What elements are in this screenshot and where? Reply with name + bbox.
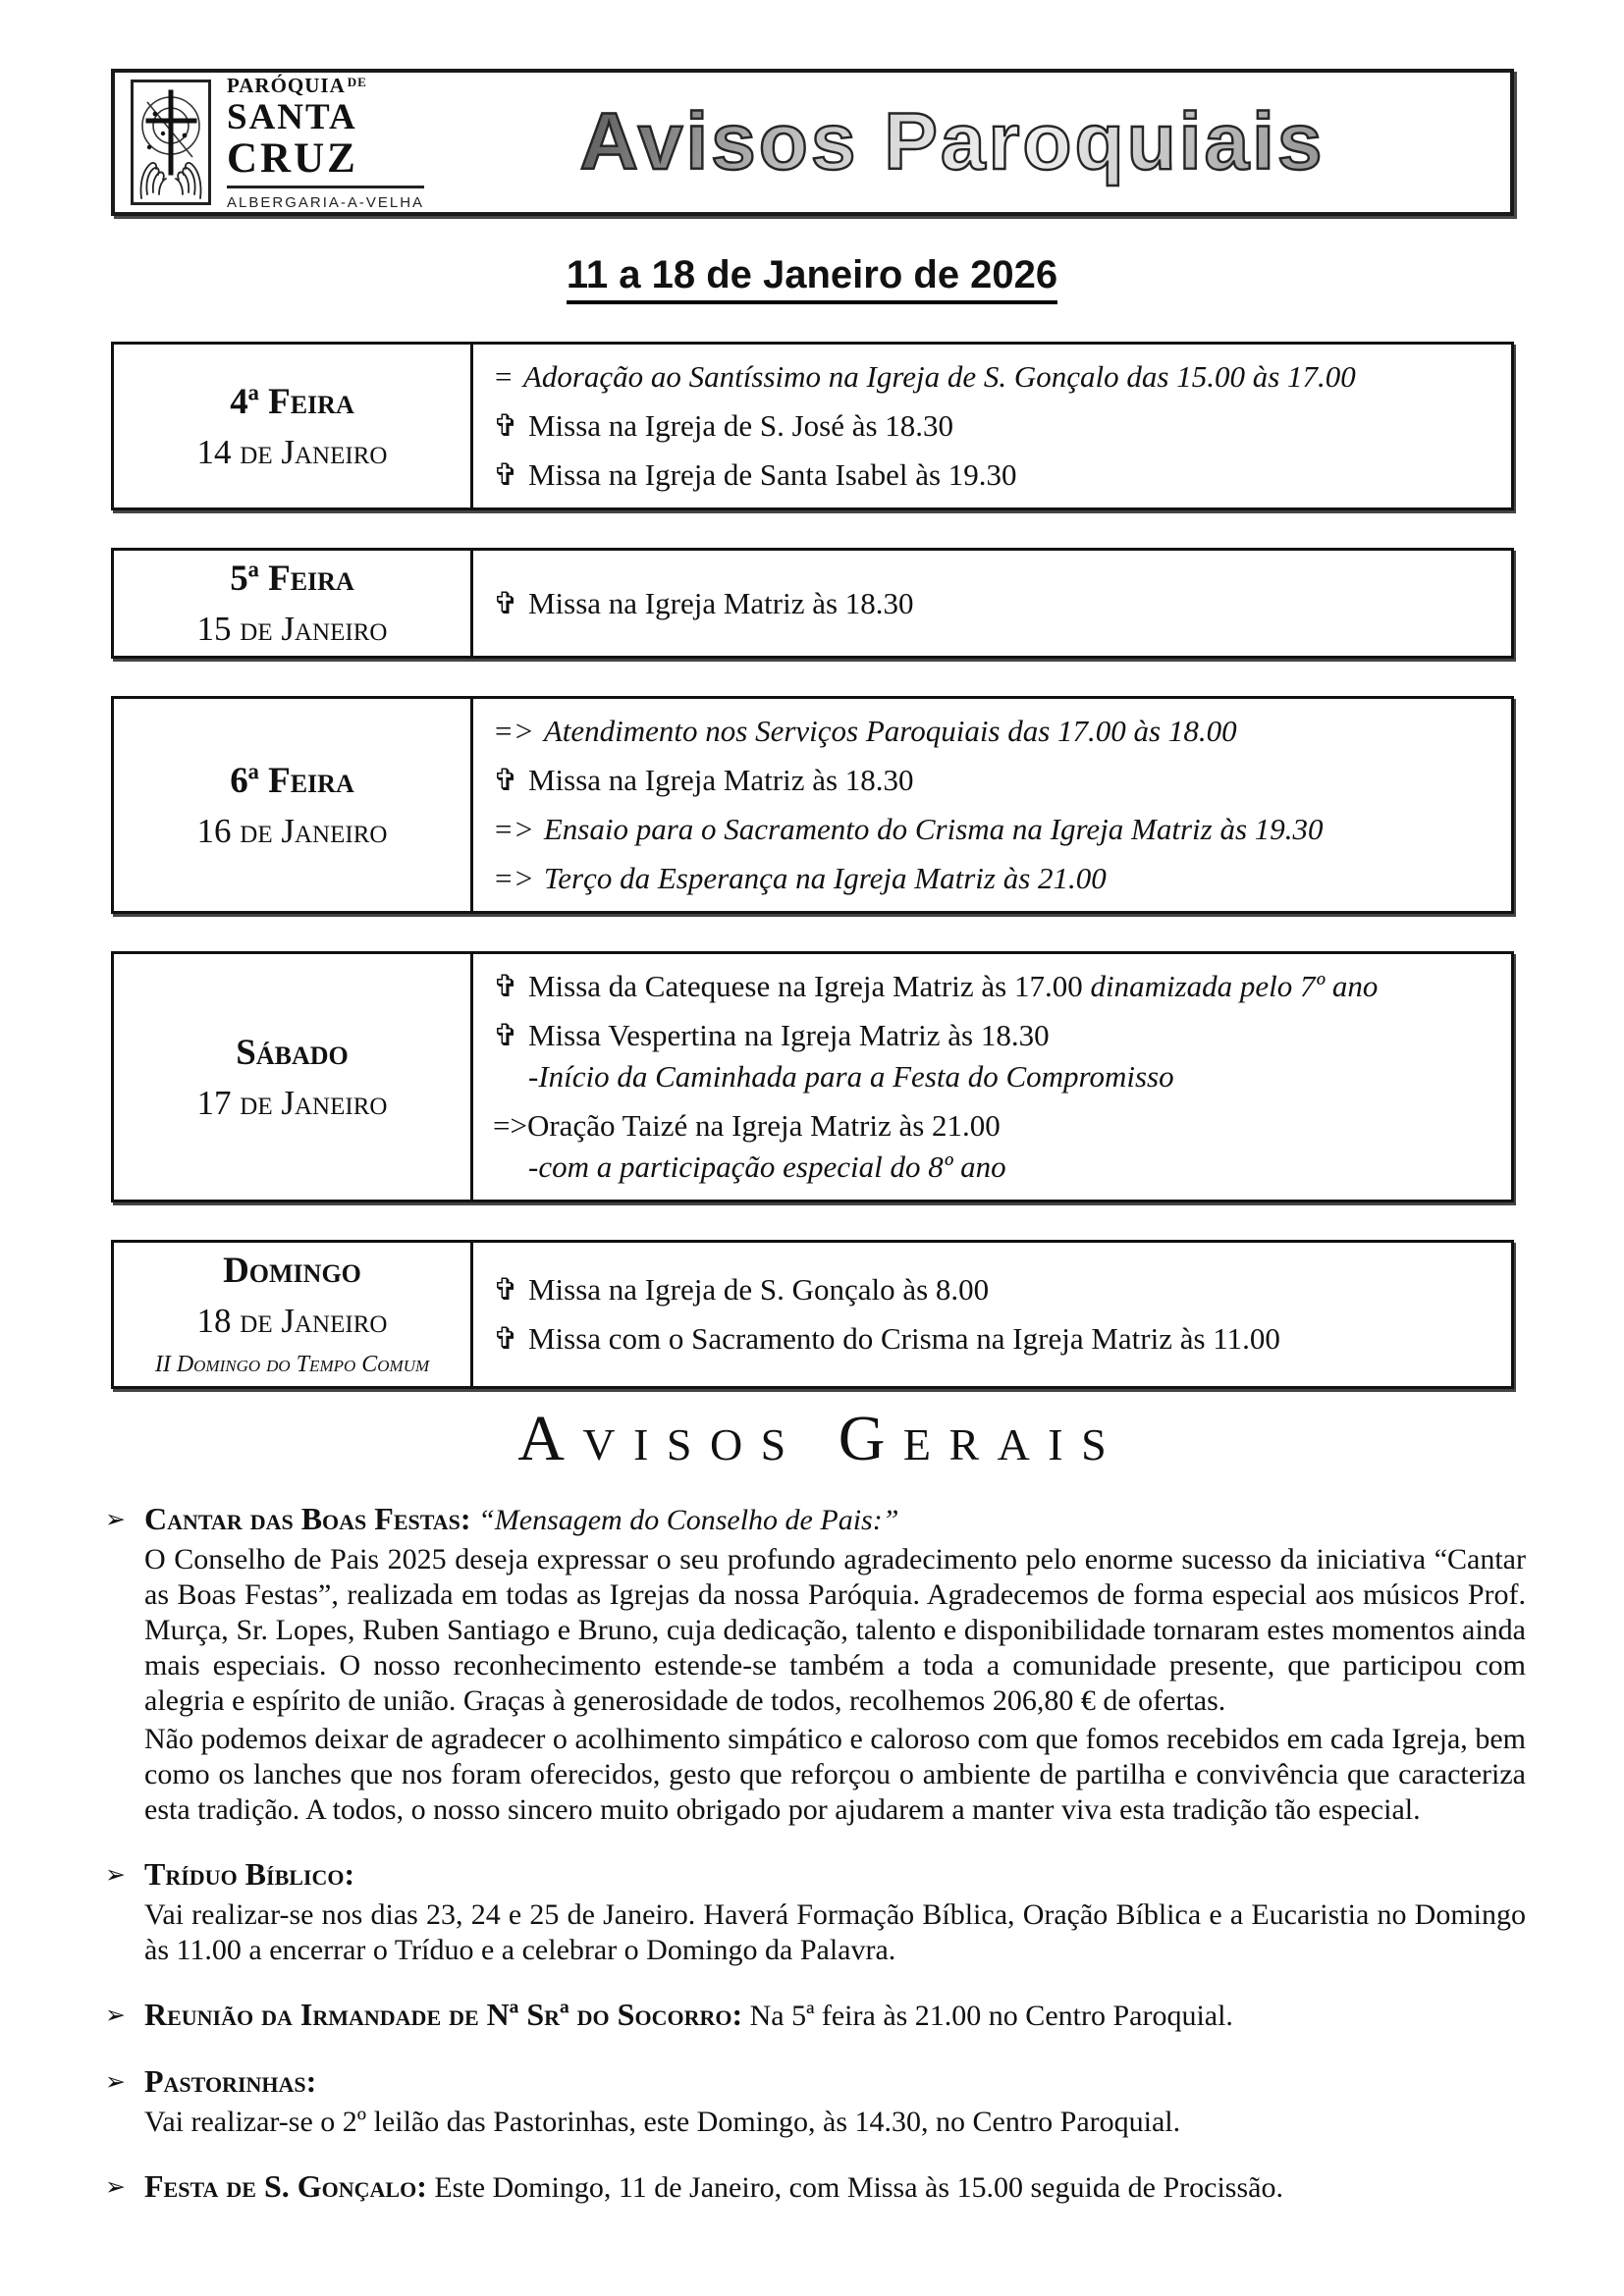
cross-icon: ✞ (493, 408, 518, 444)
item-text: Missa da Catequese na Igreja Matriz às 17.00 (527, 969, 1091, 1003)
item-text: Missa na Igreja Matriz às 18.30 (527, 763, 914, 797)
schedule-table (111, 548, 1514, 659)
notice-item (0, 1500, 1624, 1828)
schedule-items-cell (473, 699, 1511, 911)
date-label: 14 de Janeiro (196, 432, 388, 471)
schedule-item (493, 713, 1497, 750)
cross-icon: ✞ (493, 969, 518, 1004)
schedule-item (493, 407, 1497, 445)
schedule-item (493, 1320, 1497, 1358)
day-label: Sábado (236, 1032, 349, 1073)
item-text: Adoração ao Santíssimo na Igreja de S. Gonçalo das 15.00 às 17.00 (522, 359, 1356, 394)
parish-locality: ALBERGARIA-A-VELHA (227, 193, 425, 211)
schedule-day-cell (114, 954, 473, 1200)
arrow-marker: = (493, 359, 514, 394)
notice-heading-line (144, 1855, 1526, 1895)
parish-emblem-icon (131, 80, 211, 205)
cross-icon: ✞ (493, 585, 518, 621)
parish-name (227, 73, 425, 211)
item-text: Missa na Igreja de S. Gonçalo às 8.00 (527, 1272, 990, 1307)
date-label: 16 de Janeiro (196, 811, 388, 850)
schedule-day-cell (114, 345, 473, 507)
schedule-item (493, 1271, 1497, 1308)
notice-heading-tail: Este Domingo, 11 de Janeiro, com Missa às 15.00 seguida de Procissão. (426, 2171, 1283, 2205)
notice-heading-line (144, 1996, 1526, 2035)
day-label: 6ª Feira (230, 760, 354, 801)
notice-item (0, 2062, 1624, 2140)
schedule-item (493, 811, 1497, 848)
parish-logo (115, 73, 425, 211)
arrowhead-bullet-icon: ➢ (105, 2172, 126, 2202)
date-label: 15 de Janeiro (196, 610, 388, 648)
schedule-items-cell (473, 551, 1511, 656)
date-label: 18 de Janeiro (196, 1302, 388, 1340)
item-text: Atendimento nos Serviços Paroquiais das 17.00 às 18.00 (543, 714, 1237, 748)
arrowhead-bullet-icon: ➢ (105, 2067, 126, 2097)
schedule-item (493, 968, 1497, 1005)
schedule-items-cell (473, 954, 1511, 1200)
day-label: 5ª Feira (230, 559, 354, 599)
arrow-marker: => (493, 714, 534, 748)
page-title: Avisos Paroquiais (424, 96, 1510, 188)
item-text: -com a participação especial do 8º ano (528, 1149, 1006, 1184)
notice-heading-line (144, 2167, 1526, 2207)
parish-name-top: PARÓQUIA $^{DE}$ (227, 73, 367, 97)
header (111, 69, 1514, 216)
schedule-table (111, 1240, 1514, 1389)
item-text: Missa na Igreja de S. José às 18.30 (527, 408, 954, 443)
schedule-item (493, 585, 1497, 622)
notice-body (144, 2167, 1526, 2207)
item-text: Missa na Igreja de Santa Isabel às 19.30 (527, 457, 1017, 492)
day-label: 4ª Feira (230, 381, 354, 422)
item-text: dinamizada pelo 7º ano (1090, 969, 1379, 1003)
notice-paragraph: Vai realizar-se nos dias 23, 24 e 25 de Janeiro. Haverá Formação Bíblica, Oração Bíblica e a Eucaristia no Domingo às 11.00 a encerrar o Tríduo e a celebrar o Domingo da Palavra. (144, 1898, 1526, 1967)
cross-icon: ✞ (493, 457, 518, 493)
schedule-day-cell (114, 699, 473, 911)
notice-title: Festa de S. Gonçalo: (144, 2168, 427, 2205)
notice-body (144, 1855, 1526, 1968)
notice-paragraph: O Conselho de Pais 2025 deseja expressar o seu profundo agradecimento pelo enorme sucesso da iniciativa “Cantar as Boas Festas”, realizada em todas as Igrejas da nossa Paróquia. Agradecemos de forma especial aos músicos Prof. Murça, Sr. Lopes, Ruben Santiago e Bruno, cuja dedicação, talento e disponibilidade tornaram estes momentos ainda mais especiais. O nosso reconhecimento estende-se também a toda a comunidade presente, que participou com alegria e espírito de união. Graças à generosidade de todos, recolhemos 206,80 € de ofertas. (144, 1543, 1526, 1718)
parish-name-santa: SANTA (227, 96, 357, 137)
arrowhead-bullet-icon: ➢ (105, 2001, 126, 2030)
notice-title: Reunião da Irmandade de Nª Srª do Socorro: (144, 1997, 743, 2033)
schedule-item (528, 1148, 1497, 1186)
date-range-heading: 11 a 18 de Janeiro de 2026 (567, 253, 1057, 304)
liturgical-note: II Domingo do Tempo Comum (154, 1352, 430, 1377)
schedule-table (111, 951, 1514, 1202)
notice-item (0, 2167, 1624, 2207)
notice-body (144, 2062, 1526, 2140)
cross-icon: ✞ (493, 1272, 518, 1308)
item-text: Missa na Igreja Matriz às 18.30 (527, 585, 914, 620)
schedule-item (493, 860, 1497, 897)
schedule-day-cell (114, 551, 473, 656)
schedule-item (493, 1107, 1497, 1145)
day-label: Domingo (223, 1251, 361, 1291)
schedule-item (528, 1058, 1497, 1095)
arrow-marker: => (493, 1108, 527, 1143)
item-text: -Início da Caminhada para a Festa do Compromisso (528, 1059, 1174, 1094)
item-text: Oração Taizé na Igreja Matriz às 21.00 (526, 1108, 1001, 1143)
notice-item (0, 1855, 1624, 1968)
notice-heading-line (144, 2062, 1526, 2102)
notice-paragraph: Não podemos deixar de agradecer o acolhimento simpático e caloroso com que fomos recebidos em cada Igreja, bem como os lanches que nos foram oferecidos, gesto que reforçou o ambiente de partilha e convivência que caracteriza esta tradição. A todos, o nosso sincero muito obrigado por ajudarem a manter viva esta tradição tão especial. (144, 1723, 1526, 1827)
cross-icon: ✞ (493, 1018, 518, 1053)
parish-name-cruz: CRUZ (227, 137, 424, 188)
cross-icon: ✞ (493, 763, 518, 798)
notice-title: Tríduo Bíblico: (144, 1856, 355, 1893)
general-notices-heading: Avisos Gerais (517, 1403, 1125, 1474)
notice-paragraph: Vai realizar-se o 2º leilão das Pastorinhas, este Domingo, às 14.30, no Centro Paroquial. (144, 2106, 1181, 2139)
schedule-tables (0, 342, 1624, 1389)
arrowhead-bullet-icon: ➢ (105, 1860, 126, 1890)
schedule-items-cell (473, 345, 1511, 507)
notice-item (0, 1996, 1624, 2035)
arrow-marker: => (493, 861, 534, 895)
cross-icon: ✞ (493, 1321, 518, 1357)
schedule-day-cell (114, 1243, 473, 1386)
schedule-item (493, 1017, 1497, 1054)
notice-title: Cantar das Boas Festas: (144, 1501, 471, 1537)
date-label: 17 de Janeiro (196, 1083, 388, 1122)
notice-title: Pastorinhas: (144, 2063, 317, 2100)
notice-body (144, 1996, 1526, 2035)
arrowhead-bullet-icon: ➢ (105, 1505, 126, 1534)
schedule-items-cell (473, 1243, 1511, 1386)
notice-heading-line (144, 1500, 1526, 1539)
schedule-item (493, 456, 1497, 494)
schedule-item (493, 358, 1497, 396)
item-text: Terço da Esperança na Igreja Matriz às 21.00 (543, 861, 1107, 895)
schedule-item (493, 762, 1497, 799)
date-range-heading-row (0, 253, 1624, 304)
notice-heading-tail: Na 5ª feira às 21.00 no Centro Paroquial. (742, 2000, 1233, 2033)
item-text: Ensaio para o Sacramento do Crisma na Igreja Matriz às 19.30 (543, 812, 1324, 846)
schedule-table (111, 696, 1514, 914)
item-text: Missa com o Sacramento do Crisma na Igreja Matriz às 11.00 (527, 1321, 1280, 1356)
general-notices-list (0, 1500, 1624, 2207)
item-text: Missa Vespertina na Igreja Matriz às 18.30 (527, 1018, 1050, 1052)
notice-heading-tail: “Mensagem do Conselho de Pais:” (470, 1504, 899, 1537)
notice-body (144, 1500, 1526, 1828)
schedule-table (111, 342, 1514, 510)
arrow-marker: => (493, 812, 534, 846)
